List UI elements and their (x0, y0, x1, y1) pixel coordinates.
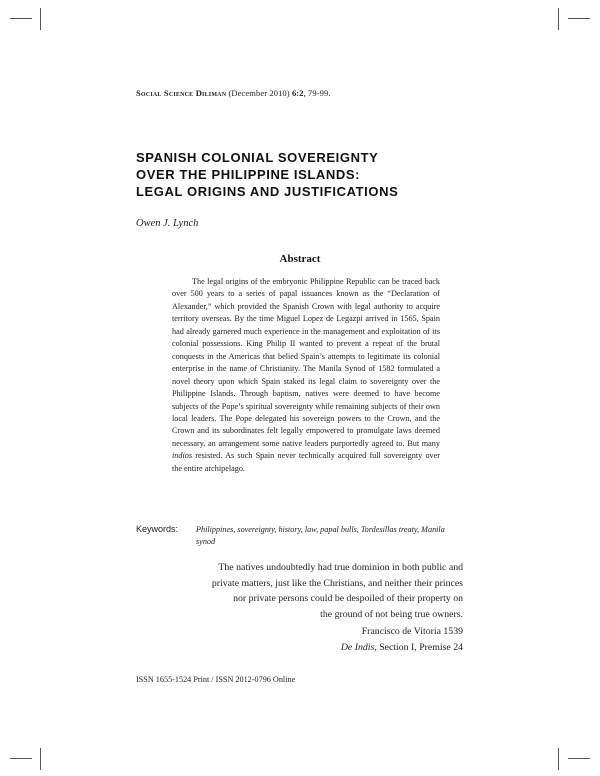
crop-mark-top-left-vertical (40, 8, 41, 30)
crop-mark-top-left-horizontal (10, 18, 32, 19)
source-author-year: Francisco de Vitoria 1539 (361, 626, 463, 637)
crop-mark-bottom-right-vertical (558, 748, 559, 770)
crop-mark-top-right-horizontal (568, 18, 590, 19)
abstract-text-italic: indios (172, 451, 193, 461)
title-line: SPANISH COLONIAL SOVEREIGNTY (136, 150, 379, 165)
journal-date: (December 2010) (228, 88, 290, 98)
source-section: , Section I, Premise 24 (374, 641, 463, 653)
keywords-label: Keywords: (136, 524, 179, 534)
journal-name: Social Science Diliman (136, 88, 227, 98)
crop-mark-bottom-left-horizontal (10, 758, 32, 759)
epigraph-quote (180, 560, 463, 622)
epigraph-line: nor private persons could be despoiled of their property on (233, 593, 463, 604)
abstract-text-part2: resisted. As such Spain never technically acquired full sovereignty over the entire archipelago. (172, 451, 440, 473)
keywords (136, 524, 446, 547)
source-work: De Indis (340, 641, 375, 653)
abstract-text-part1: The legal origins of the embryonic Philippine Republic can be traced back over 500 years to a series of papal issuances known as the “Declaration of Alexander,” which provided the Spanish Crown with legal authority to acquire territory overseas. By the time Miguel Lopez de Legazpi arrived in 1565, Spain had already garnered much experience in the management and exploitation of its colonial possessions. King Philip II wanted to prevent a repeat of the brutal conquests in the Americas that belied Spain’s attempts to legitimate its colonial enterprise in the name of Christianity. The Manila Synod of 1582 formulated a novel theory upon which Spain staked its legal claim to sovereignty over the Philippine Islands. Through baptism, natives were deemed to have become subjects of the Pope’s spiritual sovereignty while remaining subjects of their own local leaders. The Pope delegated his sovereign powers to the Crown, and the Crown and its subordinates felt legally empowered to promulgate laws deemed necessary, an arrangement some native leaders purportedly agreed to. But many (172, 277, 440, 448)
epigraph-line: The natives undoubtedly had true dominion in both public and (218, 562, 463, 573)
abstract-body (172, 276, 440, 475)
journal-volume-issue: 6:2 (291, 88, 304, 98)
crop-mark-top-right-vertical (558, 8, 559, 30)
crop-mark-bottom-left-vertical (40, 748, 41, 770)
abstract-heading: Abstract (279, 253, 321, 265)
crop-mark-bottom-right-horizontal (568, 758, 590, 759)
keywords-list: Philippines, sovereignty, history, law, papal bulls, Tordesillas treaty, Manila synod (196, 525, 445, 546)
issn-line: ISSN 1655-1524 Print / ISSN 2012-0796 Online (136, 675, 296, 684)
title-line: LEGAL ORIGINS AND JUSTIFICATIONS (136, 184, 399, 199)
epigraph-line: the ground of not being true owners. (320, 608, 463, 620)
epigraph-source (300, 624, 463, 655)
journal-pages: , 79-99. (303, 88, 331, 98)
journal-header (136, 88, 331, 98)
title-line: OVER THE PHILIPPINE ISLANDS: (136, 167, 361, 182)
epigraph-line: private matters, just like the Christians, and neither their princes (211, 577, 463, 589)
author-name: Owen J. Lynch (136, 218, 199, 229)
article-title (136, 149, 456, 200)
source-work-line (300, 640, 463, 656)
